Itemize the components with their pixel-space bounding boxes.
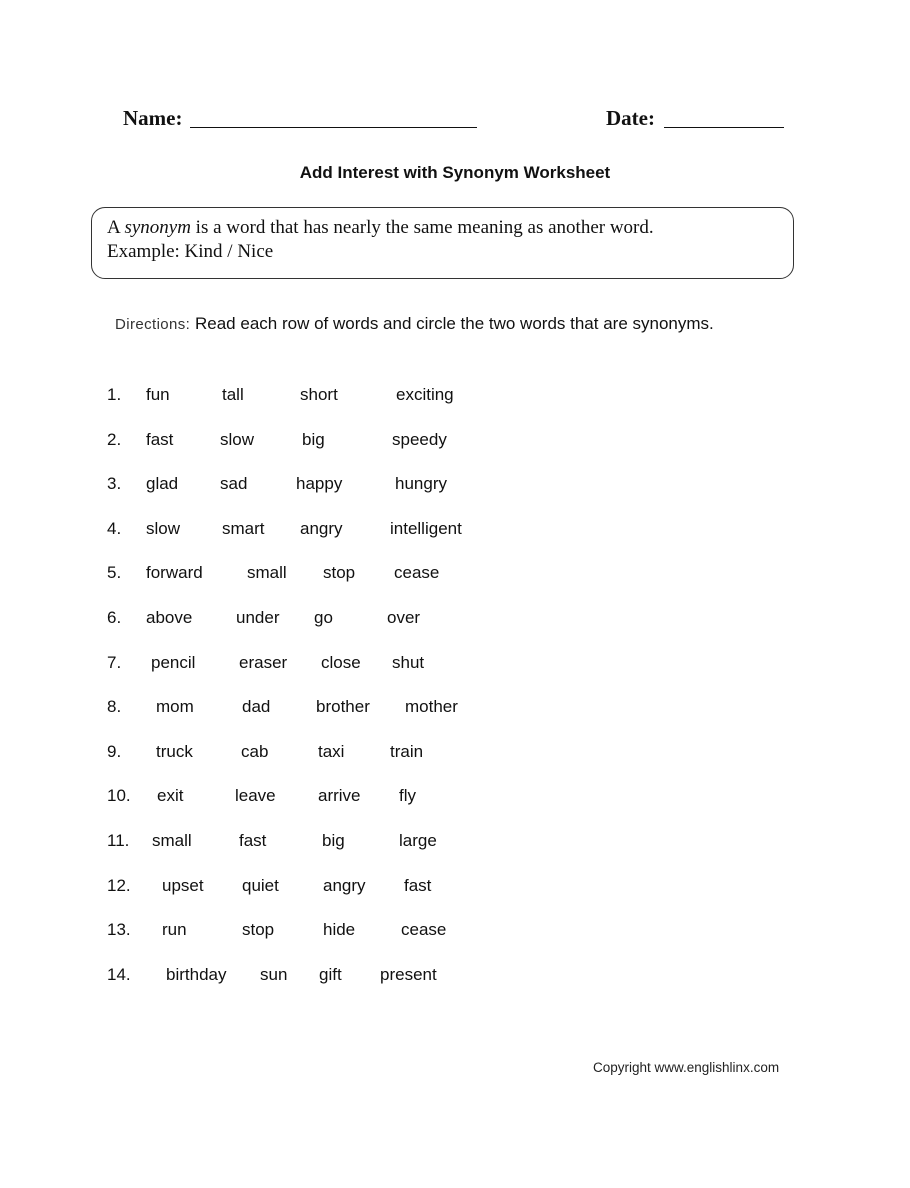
word-choice[interactable]: small xyxy=(247,563,287,583)
word-choice[interactable]: smart xyxy=(222,518,265,538)
word-choice[interactable]: happy xyxy=(296,474,343,494)
copyright: Copyright www.englishlinx.com xyxy=(593,1060,780,1075)
word-choice[interactable]: speedy xyxy=(392,429,447,449)
word-choice[interactable]: mother xyxy=(405,697,458,717)
item-number: 12. xyxy=(107,875,131,895)
word-choice[interactable]: stop xyxy=(323,563,356,583)
word-choice[interactable]: small xyxy=(152,831,192,850)
item-number: 8. xyxy=(107,697,122,717)
word-choice[interactable]: fast xyxy=(239,831,267,850)
word-choice[interactable]: shut xyxy=(392,652,425,672)
word-choice[interactable]: leave xyxy=(235,786,276,806)
definition-prefix: A xyxy=(107,217,125,238)
name-label: Name: xyxy=(123,106,183,130)
item-number: 14. xyxy=(107,964,131,984)
word-choice[interactable]: sun xyxy=(260,964,288,984)
directions-label: Directions: xyxy=(115,316,191,333)
word-choice[interactable]: mom xyxy=(156,697,194,717)
word-choice[interactable]: hungry xyxy=(395,474,447,494)
word-choice[interactable]: quiet xyxy=(242,875,279,895)
word-choice[interactable]: angry xyxy=(300,518,343,538)
word-choice[interactable]: short xyxy=(300,385,338,404)
word-choice[interactable]: go xyxy=(314,608,333,627)
item-number: 1. xyxy=(107,385,122,404)
word-choice[interactable]: intelligent xyxy=(390,518,462,538)
word-choice[interactable]: brother xyxy=(316,697,370,717)
word-choice[interactable]: run xyxy=(162,920,187,940)
item-number: 5. xyxy=(107,563,122,583)
word-choice[interactable]: birthday xyxy=(166,964,227,984)
word-choice[interactable]: fly xyxy=(399,786,416,806)
directions-text: Read each row of words and circle the two words that are synonyms. xyxy=(195,314,714,333)
word-choice[interactable]: pencil xyxy=(151,652,196,672)
date-blank-line xyxy=(664,127,784,128)
word-choice[interactable]: above xyxy=(146,608,193,627)
word-choice[interactable]: glad xyxy=(146,474,179,494)
item-number: 3. xyxy=(107,474,122,494)
definition-line xyxy=(107,216,778,240)
word-choice[interactable]: exciting xyxy=(396,385,454,404)
definition-term: synonym xyxy=(124,217,191,238)
definition-box xyxy=(91,207,794,279)
word-choice[interactable]: over xyxy=(387,608,421,627)
word-choice[interactable]: fun xyxy=(146,385,170,404)
word-choice[interactable]: exit xyxy=(157,786,184,806)
item-number: 11. xyxy=(107,831,130,850)
word-choice[interactable]: arrive xyxy=(318,786,361,806)
word-choice[interactable]: present xyxy=(380,964,437,984)
name-blank-line xyxy=(190,127,477,128)
word-choice[interactable]: forward xyxy=(146,563,203,583)
word-choice[interactable]: dad xyxy=(242,697,271,717)
word-choice[interactable]: cease xyxy=(401,920,447,940)
word-choice[interactable]: sad xyxy=(220,474,248,494)
word-choice[interactable]: train xyxy=(390,741,424,761)
word-choice[interactable]: big xyxy=(302,429,325,449)
word-choice[interactable]: eraser xyxy=(239,652,288,672)
item-number: 7. xyxy=(107,652,122,672)
word-choice[interactable]: taxi xyxy=(318,741,345,761)
item-number: 9. xyxy=(107,741,122,761)
word-choice[interactable]: close xyxy=(321,652,361,672)
directions xyxy=(107,308,807,340)
worksheet-title: Add Interest with Synonym Worksheet xyxy=(299,163,611,182)
definition-suffix: is a word that has nearly the same meaning as another word. xyxy=(190,217,654,238)
word-choice[interactable]: fast xyxy=(146,429,174,449)
word-choice[interactable]: stop xyxy=(242,920,275,940)
word-choice[interactable]: cab xyxy=(241,741,269,761)
word-choice[interactable]: hide xyxy=(323,920,356,940)
word-choice[interactable]: slow xyxy=(146,518,181,538)
date-label: Date: xyxy=(606,106,655,130)
word-choice[interactable]: upset xyxy=(162,875,204,895)
item-number: 4. xyxy=(107,518,122,538)
definition-example: Example: Kind / Nice xyxy=(107,241,274,262)
word-choice[interactable]: tall xyxy=(222,385,244,404)
word-choice[interactable]: angry xyxy=(323,875,366,895)
word-choice[interactable]: fast xyxy=(404,875,432,895)
word-choice[interactable]: big xyxy=(322,831,345,850)
word-choice[interactable]: under xyxy=(236,608,280,627)
word-choice[interactable]: truck xyxy=(156,741,193,761)
item-number: 6. xyxy=(107,608,122,627)
word-choice[interactable]: slow xyxy=(220,429,255,449)
word-choice[interactable]: cease xyxy=(394,563,440,583)
item-number: 13. xyxy=(107,920,131,940)
header-row xyxy=(0,106,910,136)
item-number: 2. xyxy=(107,429,122,449)
item-number: 10. xyxy=(107,786,131,806)
word-choice[interactable]: large xyxy=(399,831,437,850)
word-choice[interactable]: gift xyxy=(319,964,342,984)
